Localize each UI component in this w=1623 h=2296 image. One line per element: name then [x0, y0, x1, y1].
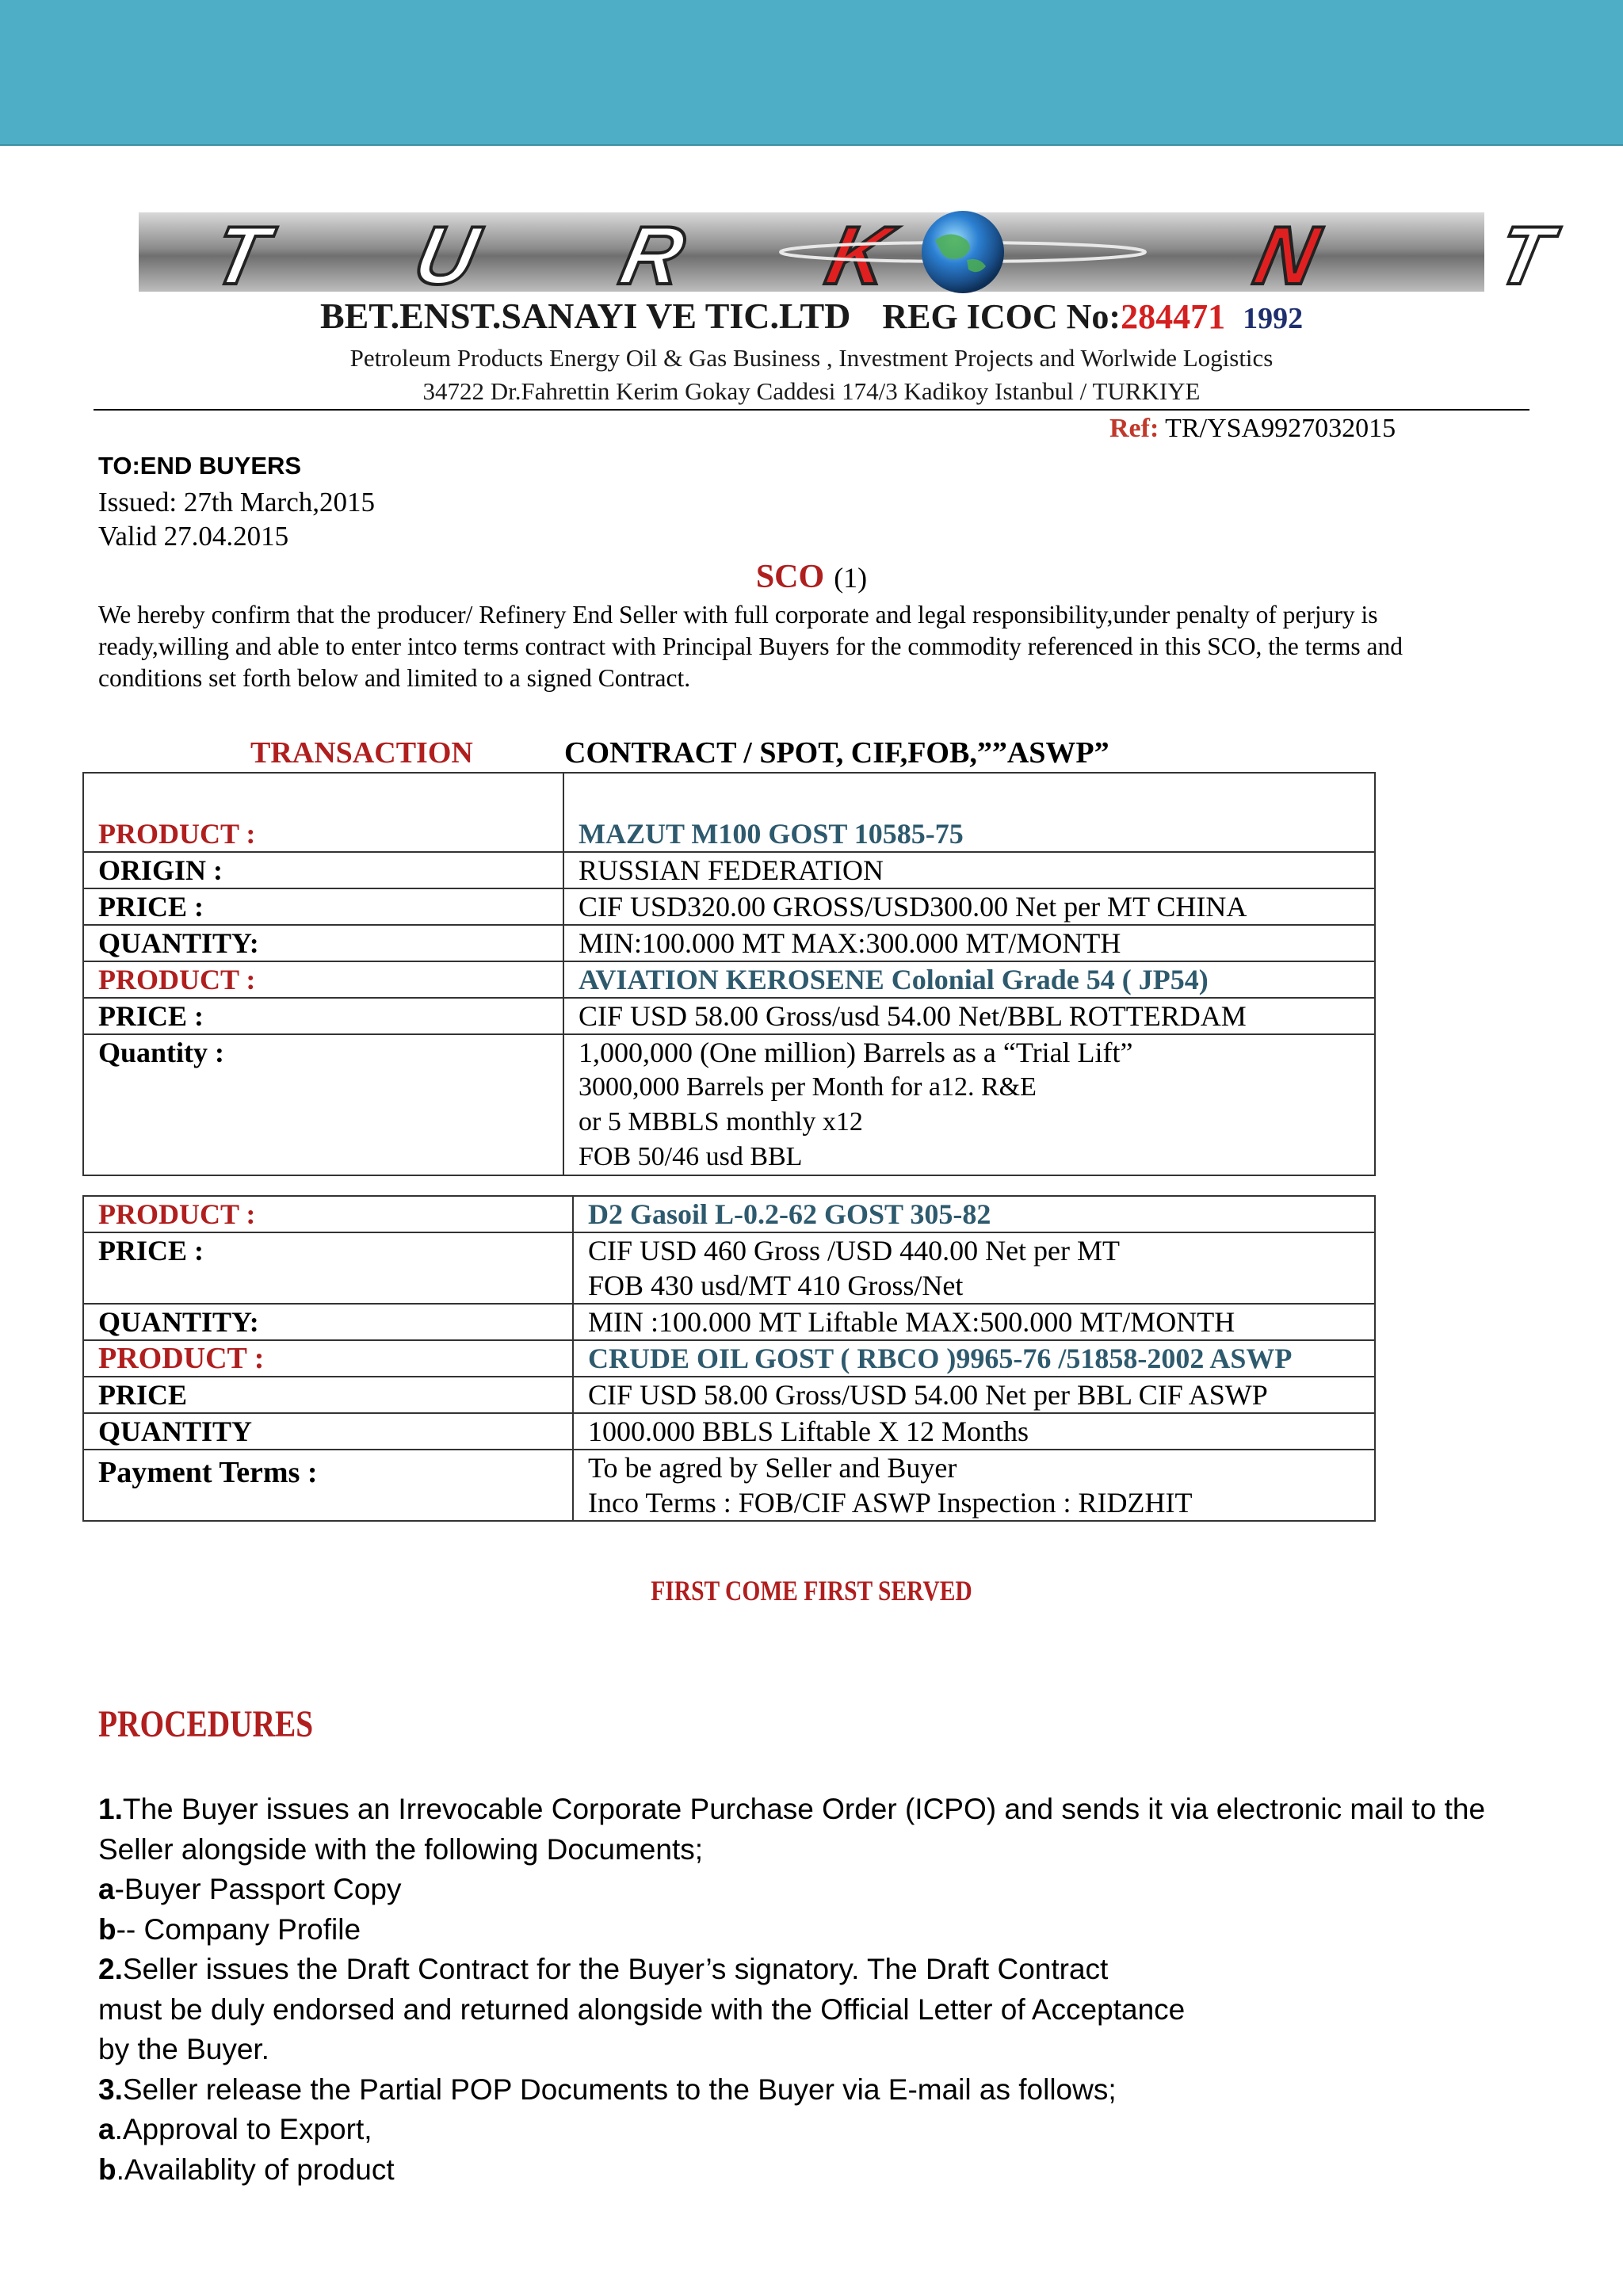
price-line: FOB 430 usd/MT 410 Gross/Net: [588, 1270, 964, 1301]
origin-label: ORIGIN :: [83, 852, 563, 888]
logo-graphic: [139, 210, 1560, 302]
quantity-label: QUANTITY:: [83, 1304, 573, 1340]
product-label: PRODUCT :: [83, 961, 563, 998]
product-table-2: [82, 1195, 1376, 1522]
product-label: PRODUCT :: [83, 1196, 573, 1232]
quantity-value: [563, 1034, 1375, 1175]
top-banner: [0, 0, 1623, 146]
logo-letter-r: R: [613, 210, 693, 302]
procedure-line: by the Buyer.: [98, 2033, 269, 2065]
procedure-item: [98, 1910, 1541, 1950]
payment-line: Inco Terms : FOB/CIF ASWP Inspection : RIDZHIT: [588, 1487, 1193, 1519]
product-label: PRODUCT :: [83, 773, 563, 852]
procedure-line: must be duly endorsed and returned alongside with the Official Letter of Acceptance: [98, 1992, 1186, 2026]
intro-paragraph: We hereby confirm that the producer/ Refinery End Seller with full corporate and legal responsibility,under penalty of perjury is ready,willing and able to enter intco terms contract with Principal Buyers for the commodity referenced in this SCO, the terms and conditions set forth below and limited to a signed Contract.: [98, 601, 1403, 692]
product-value: D2 Gasoil L-0.2-62 GOST 305-82: [573, 1196, 1375, 1232]
step-text: The Buyer issues an Irrevocable Corporate Purchase Order (ICPO) and sends it via electronic mail to the Seller alongside with the following Documents;: [98, 1793, 1486, 1866]
price-value: [573, 1232, 1375, 1304]
step-number: 1.: [98, 1793, 123, 1825]
procedure-item: [98, 2110, 1541, 2150]
quantity-label: Quantity :: [83, 1034, 563, 1175]
quantity-value: MIN :100.000 MT Liftable MAX:500.000 MT/MONTH: [573, 1304, 1375, 1340]
reg-label: REG ICOC No:: [882, 297, 1121, 336]
price-label: PRICE :: [83, 998, 563, 1034]
payment-terms-label: Payment Terms :: [83, 1450, 573, 1521]
company-tagline: Petroleum Products Energy Oil & Gas Business , Investment Projects and Worlwide Logistics: [349, 344, 1274, 372]
payment-line: To be agred by Seller and Buyer: [588, 1452, 957, 1484]
first-come-first-served: FIRST COME FIRST SERVED: [651, 1575, 972, 1606]
ref-value: TR/YSA9927032015: [1159, 414, 1396, 443]
sco-title: SCO: [755, 559, 825, 595]
price-label: PRICE :: [83, 888, 563, 925]
item-text: -Buyer Passport Copy: [114, 1873, 402, 1905]
quantity-label: QUANTITY: [83, 1413, 573, 1450]
price-value: CIF USD 58.00 Gross/usd 54.00 Net/BBL ROTTERDAM: [563, 998, 1375, 1034]
procedure-step-1: [98, 1790, 1541, 1870]
procedure-step-2: [98, 1950, 1541, 1990]
reference: [1109, 414, 1396, 444]
issued-date: Issued: 27th March,2015: [98, 487, 375, 518]
quantity-label: QUANTITY:: [83, 925, 563, 961]
step-number: 3.: [98, 2073, 123, 2106]
quantity-value: 1000.000 BBLS Liftable X 12 Months: [573, 1413, 1375, 1450]
price-line: CIF USD 460 Gross /USD 440.00 Net per MT: [588, 1235, 1121, 1266]
product-value: CRUDE OIL GOST ( RBCO )9965-76 /51858-2002 ASWP: [573, 1340, 1375, 1377]
step-text: Seller release the Partial POP Documents to the Buyer via E-mail as follows;: [122, 2073, 1117, 2106]
item-text: .Availablity of product: [116, 2153, 395, 2186]
header-divider: [94, 409, 1529, 411]
logo-letter-t1: T: [205, 210, 276, 302]
transaction-label: TRANSACTION: [250, 736, 473, 770]
recipient: TO:END BUYERS: [98, 452, 302, 479]
payment-terms-value: [573, 1450, 1375, 1521]
price-value: CIF USD 58.00 Gross/USD 54.00 Net per BBL CIF ASWP: [573, 1377, 1375, 1413]
logo-letter-k: K: [819, 210, 899, 302]
procedure-item: [98, 2150, 1541, 2191]
product-table-1: [82, 772, 1376, 1176]
procedures-list: [98, 1790, 1541, 2190]
logo-letter-n: N: [1247, 210, 1327, 302]
sco-heading: [0, 558, 1623, 596]
item-key: b: [98, 2153, 116, 2186]
procedure-item: [98, 1870, 1541, 1910]
product-value: MAZUT M100 GOST 10585-75: [563, 773, 1375, 852]
product-label: PRODUCT :: [83, 1340, 573, 1377]
origin-value: RUSSIAN FEDERATION: [563, 852, 1375, 888]
quantity-line: FOB 50/46 usd BBL: [579, 1142, 803, 1171]
step-text: Seller issues the Draft Contract for the Buyer’s signatory. The Draft Contract: [122, 1953, 1109, 1985]
step-number: 2.: [98, 1953, 123, 1985]
price-value: CIF USD320.00 GROSS/USD300.00 Net per MT CHINA: [563, 888, 1375, 925]
reg-number: 284471: [1121, 297, 1226, 336]
turkont-logo: [139, 210, 1560, 302]
item-text: .Approval to Export,: [114, 2113, 372, 2145]
price-label: PRICE :: [83, 1232, 573, 1304]
procedures-title: PROCEDURES: [98, 1703, 314, 1745]
item-text: -- Company Profile: [116, 1912, 361, 1946]
quantity-line: or 5 MBBLS monthly x12: [579, 1107, 863, 1137]
quantity-line: 1,000,000 (One million) Barrels as a “Trial Lift”: [579, 1037, 1133, 1068]
reg-year: 1992: [1243, 302, 1304, 335]
price-label: PRICE: [83, 1377, 573, 1413]
company-header: [0, 295, 1623, 337]
logo-letter-u: U: [407, 210, 487, 302]
item-key: b: [98, 1912, 116, 1946]
item-key: a: [98, 2113, 115, 2145]
sco-number: (1): [834, 562, 868, 594]
product-value: AVIATION KEROSENE Colonial Grade 54 ( JP54): [563, 961, 1375, 998]
quantity-value: MIN:100.000 MT MAX:300.000 MT/MONTH: [563, 925, 1375, 961]
quantity-line: 3000,000 Barrels per Month for a12. R&E: [579, 1072, 1037, 1102]
ref-label: Ref:: [1109, 414, 1159, 443]
transaction-value: CONTRACT / SPOT, CIF,FOB,””ASWP”: [564, 736, 1109, 770]
valid-date: Valid 27.04.2015: [98, 521, 289, 552]
item-key: a: [98, 1873, 115, 1905]
company-address: 34722 Dr.Fahrettin Kerim Gokay Caddesi 174/3 Kadikoy Istanbul / TURKIYE: [422, 377, 1201, 405]
procedure-step-3: [98, 2070, 1541, 2111]
logo-letter-t2: T: [1489, 210, 1560, 302]
company-name: BET.ENST.SANAYI VE TIC.LTD: [319, 296, 851, 336]
